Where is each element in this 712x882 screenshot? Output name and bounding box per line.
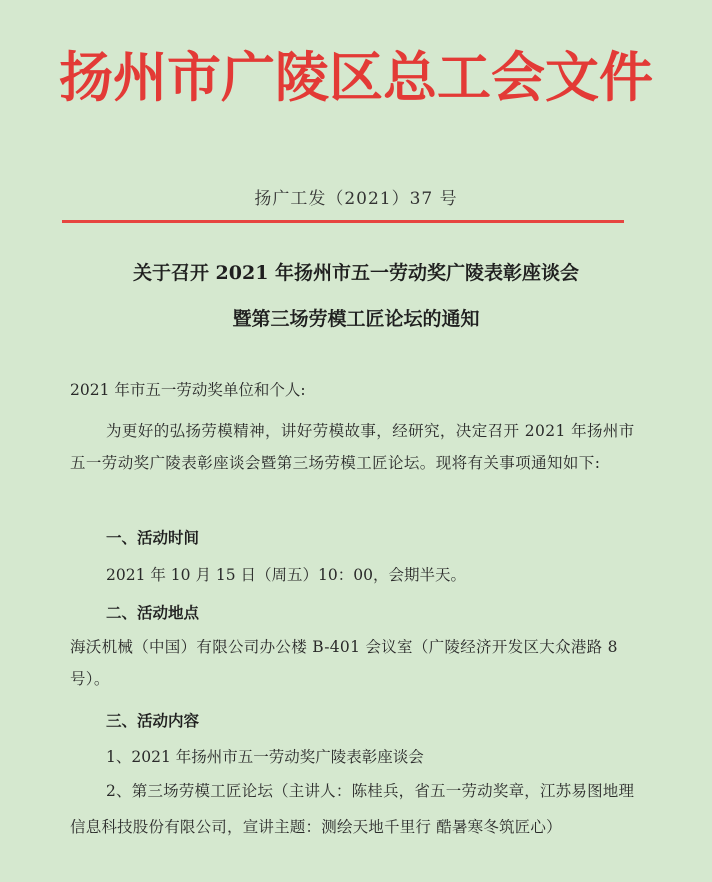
content-item-1: 1、2021 年扬州市五一劳动奖广陵表彰座谈会 [106,748,424,766]
salutation: 2021 年市五一劳动奖单位和个人: [70,381,306,399]
document-number: 扬广工发（2021）37 号 [254,189,458,209]
section-heading-location: 二、活动地点 [106,604,200,622]
red-divider-rule [62,220,624,223]
intro-paragraph: 为更好的弘扬劳模精神，讲好劳模故事，经研究，决定召开 2021 年扬州市五一劳动奖广陵表彰座谈会暨第三场劳模工匠论坛。现将有关事项通知如下: [70,422,635,472]
content-item-2: 2、第三场劳模工匠论坛（主讲人：陈桂兵，省五一劳动奖章，江苏易图地理信息科技股份有限公司，宣讲主题：测绘天地千里行 酷暑寒冬筑匠心） [70,782,635,836]
section-content-location: 海沃机械（中国）有限公司办公楼 B-401 会议室（广陵经济开发区大众港路 8 号）。 [70,638,618,688]
notice-title-line-2: 暨第三场劳模工匠论坛的通知 [232,308,480,330]
section-heading-content: 三、活动内容 [106,712,200,730]
section-content-time: 2021 年 10 月 15 日（周五）10：00，会期半天。 [106,566,466,584]
notice-title-line-1: 关于召开 2021 年扬州市五一劳动奖广陵表彰座谈会 [132,262,580,284]
section-heading-time: 一、活动时间 [106,529,200,547]
org-file-title: 扬州市广陵区总工会文件 [59,46,653,109]
